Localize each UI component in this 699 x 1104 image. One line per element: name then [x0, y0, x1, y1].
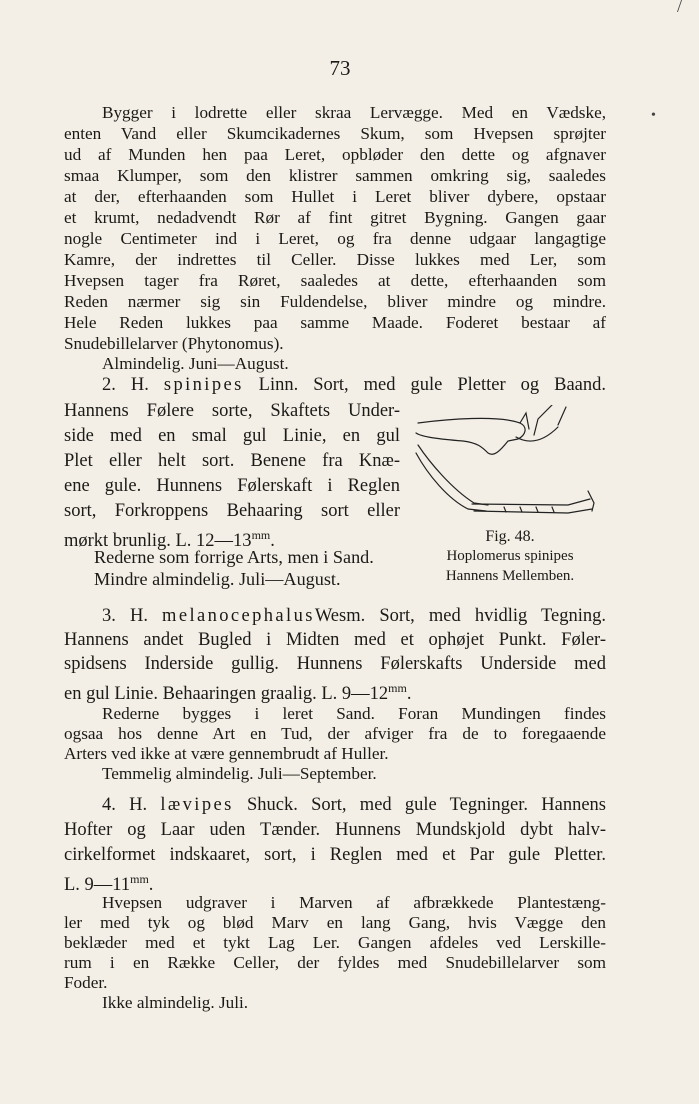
figure-label: Fig. 48.: [485, 528, 535, 545]
text-line: Plet eller helt sort. Benene fra Knæ-: [64, 451, 400, 471]
figure-caption: Hannens Mellemben.: [445, 568, 575, 584]
species-name: melanocephalus: [162, 606, 315, 626]
species-name: lævipes: [160, 795, 234, 815]
text-line: sort, Forkroppens Behaaring sort eller: [64, 501, 400, 521]
text-line: enten Vand eller Skumcikadernes Skum, som Hvepsen sprøjter: [64, 124, 606, 143]
page-number: 73: [329, 56, 351, 80]
text-line: nogle Centimeter ind i Leret, og fra denne udgaar langagtige: [64, 229, 606, 248]
text-line: Bygger i lodrette eller skraa Lervægge. Med en Vædske,: [102, 103, 606, 122]
text-line: rum i en Række Celler, der fyldes med Snudebillelarver som: [64, 953, 606, 972]
frequency-line: Temmelig almindelig. Juli—September.: [102, 764, 377, 783]
text-line: ogsaa hos denne Art en Tud, der afviger fra de to foregaaende: [64, 724, 606, 743]
text-line: ud af Munden hen paa Leret, opbløder den dette og afgnaver: [64, 145, 606, 164]
species-heading: 3. H. melanocephalusWesm. Sort, med hvidlig Tegning.: [102, 606, 606, 626]
frequency-line: Almindelig. Juni—August.: [102, 354, 289, 373]
text-line: Reden nærmer sig sin Fuldendelse, bliver mindre og mindre.: [64, 292, 606, 311]
text-line: Hvepsen tager fra Røret, saaledes at dette, efterhaanden som: [64, 271, 606, 290]
species-heading: 2. H. spinipes Linn. Sort, med gule Pletter og Baand.: [102, 375, 606, 395]
frequency-line: Mindre almindelig. Juli—August.: [94, 569, 341, 589]
page-mark: /: [677, 0, 683, 16]
text-line: en gul Linie. Behaaringen graalig. L. $9—12^{mm}$.: [64, 681, 412, 705]
margin-mark: •: [651, 108, 656, 123]
leg-illustration: [408, 405, 608, 525]
text-line: Hele Reden lukkes paa samme Maade. Foderet bestaar af: [64, 313, 606, 332]
text-line: cirkelformet indskaaret, sort, i Reglen med et Par gule Pletter.: [64, 845, 606, 865]
text-line: side med en smal gul Linie, en gul: [64, 426, 400, 446]
text-line: Snudebillelarver (Phytonomus).: [64, 334, 284, 353]
text-line: L. $9—11^{mm}$.: [64, 872, 154, 896]
text-line: Hofter og Laar uden Tænder. Hunnens Mundskjold dybt halv-: [64, 820, 606, 840]
text-line: Arters ved ikke at være gennembrudt af Huller.: [64, 744, 389, 763]
text-line: Kamre, der indrettes til Celler. Disse lukkes med Ler, som: [64, 250, 606, 269]
text-line: beklæder med et tykt Lag Ler. Gangen afdeles ved Lerskille-: [64, 933, 606, 952]
text-line: ler med tyk og blød Marv en lang Gang, hvis Vægge den: [64, 913, 606, 932]
text-line: Hannens Følere sorte, Skaftets Under-: [64, 401, 400, 421]
frequency-line: Ikke almindelig. Juli.: [102, 993, 249, 1012]
species-name: spinipes: [163, 375, 244, 395]
text-line: spidsens Inderside gullig. Hunnens Følerskafts Underside med: [64, 654, 606, 674]
text-line: ene gule. Hunnens Følerskaft i Reglen: [64, 476, 400, 496]
text-line: Foder.: [64, 973, 108, 992]
text-line: at der, efterhaanden som Hullet i Leret bliver dybere, opstaar: [64, 187, 606, 206]
nest-line: Rederne som forrige Arts, men i Sand.: [94, 547, 374, 567]
text-line: mørkt brunlig. L. $12—13^{mm}$.: [64, 528, 275, 552]
species-heading: 4. H. lævipes Shuck. Sort, med gule Tegninger. Hannens: [102, 795, 606, 815]
text-line: smaa Klumper, som den klistrer sammen omkring sig, saaledes: [64, 166, 606, 185]
text-line: Rederne bygges i leret Sand. Foran Mundingen findes: [102, 704, 606, 723]
text-line: Hannens andet Bugled i Midten med et ophøjet Punkt. Føler-: [64, 630, 606, 650]
text-line: et krumt, nedadvendt Rør af fint gitret Bygning. Gangen gaar: [64, 208, 606, 227]
figure-species: Hoplomerus spinipes: [446, 548, 574, 564]
text-line: Hvepsen udgraver i Marven af afbrækkede Plantestæng-: [102, 893, 606, 912]
